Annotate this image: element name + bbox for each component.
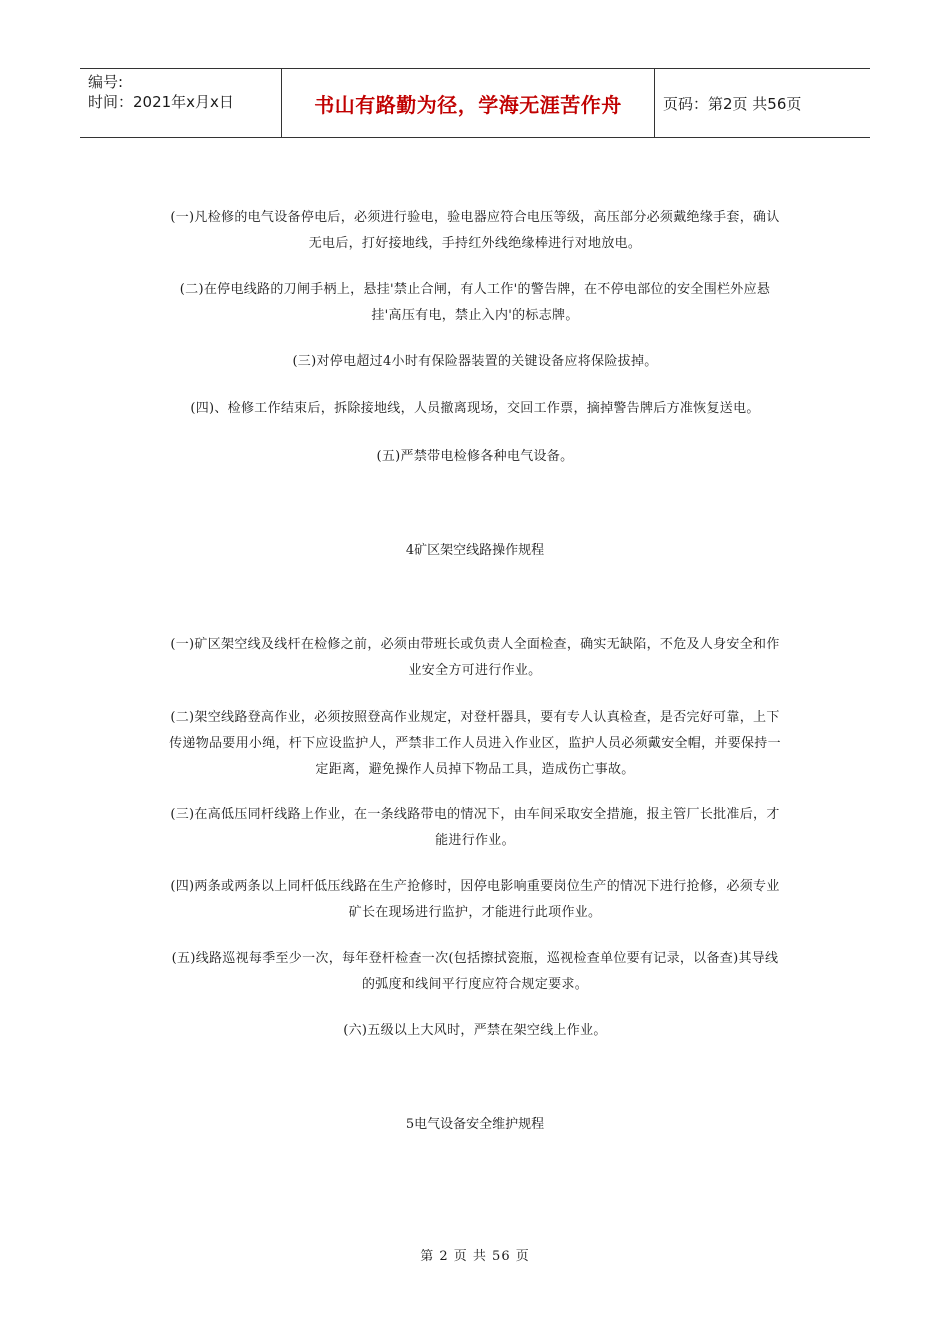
paragraph: (一)凡检修的电气设备停电后，必须进行验电，验电器应符合电压等级，高压部分必须戴绝缘手套，确认 无电后，打好接地线，手持红外线绝缘棒进行对地放电。 (170, 210, 780, 251)
section-heading: 4矿区架空线路操作规程 (405, 543, 545, 558)
paragraph: (六)五级以上大风时，严禁在架空线上作业。 (343, 1023, 607, 1038)
paragraph: (三)在高低压同杆线路上作业，在一条线路带电的情况下，由车间采取安全措施，报主管厂长批准后，才 能进行作业。 (170, 807, 780, 848)
header-motto: 书山有路勤为径，学海无涯苦作舟 (282, 69, 655, 137)
paragraph: (五)线路巡视每季至少一次，每年登杆检查一次(包括擦拭瓷瓶，巡视检查单位要有记录，以备查)其导线 的弧度和线间平行度应符合规定要求。 (171, 951, 779, 992)
paragraph: (四)、检修工作结束后，拆除接地线，人员撤离现场，交回工作票，摘掉警告牌后方准恢复送电。 (190, 401, 760, 416)
page-header (80, 68, 870, 138)
paragraph: (三)对停电超过4小时有保险器装置的关键设备应将保险拔掉。 (292, 354, 658, 369)
section-heading: 5电气设备安全维护规程 (405, 1117, 545, 1132)
document-number-label: 编号: (88, 73, 124, 91)
page-footer: 第 2 页 共 56 页 (420, 1249, 530, 1264)
paragraph: (二)架空线路登高作业，必须按照登高作业规定，对登杆器具，要有专人认真检查，是否完好可靠，上下 传递物品要用小绳，杆下应设监护人，严禁非工作人员进入作业区，监护人员必须戴安全帽，并要保持一 定距离，避免操作人员掉下物品工具，造成伤亡事故。 (169, 710, 781, 777)
header-page-info: 页码：第2页 共56页 (663, 94, 802, 113)
header-left-cell (80, 69, 282, 137)
paragraph: (一)矿区架空线及线杆在检修之前，必须由带班长或负责人全面检查，确实无缺陷，不危及人身安全和作 业安全方可进行作业。 (170, 637, 780, 678)
paragraph: (五)严禁带电检修各种电气设备。 (376, 449, 574, 464)
paragraph: (四)两条或两条以上同杆低压线路在生产抢修时，因停电影响重要岗位生产的情况下进行抢修，必须专业 矿长在现场进行监护，才能进行此项作业。 (170, 879, 780, 920)
paragraph: (二)在停电线路的刀闸手柄上，悬挂'禁止合闸，有人工作'的警告牌，在不停电部位的安全围栏外应悬 挂'高压有电，禁止入内'的标志牌。 (179, 282, 771, 323)
document-time-label: 时间：2021年x月x日 (88, 93, 234, 111)
